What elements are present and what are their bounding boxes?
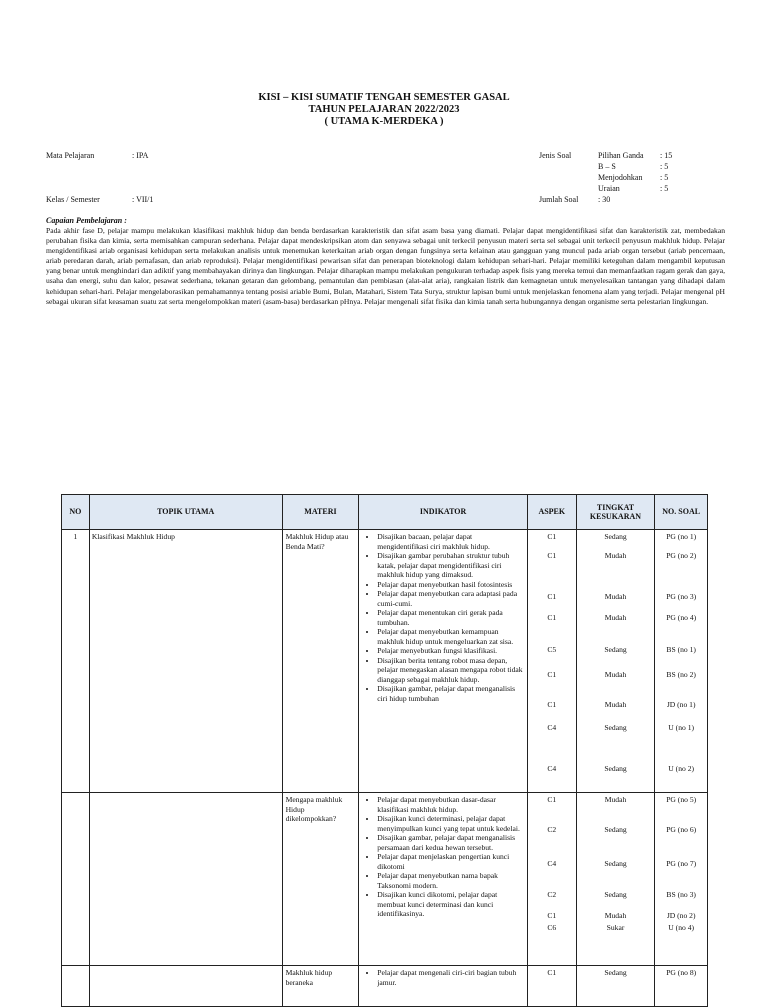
aspek-value: C1	[547, 670, 557, 679]
doc-title-line1: KISI – KISI SUMATIF TENGAH SEMESTER GASAL	[258, 92, 510, 103]
indikator-item: • Pelajar dapat menyebutkan dasar-dasar klasifikasi makhluk hidup.	[377, 795, 524, 814]
doc-title-line2: TAHUN PELAJARAN 2022/2023	[308, 104, 460, 115]
cell-tingkat	[576, 530, 655, 793]
jumlah-soal-value: : 30	[598, 195, 611, 204]
cell-indikator	[359, 793, 528, 966]
tingkat-value: Sedang	[604, 825, 627, 834]
tingkat-value: Sedang	[604, 723, 627, 732]
tingkat-value: Sedang	[604, 890, 627, 899]
indikator-item: • Pelajar dapat menjelaskan pengertian kunci dikotomi	[377, 852, 524, 871]
indikator-list	[363, 968, 524, 987]
table-body	[62, 530, 708, 1007]
cell-tingkat	[576, 966, 655, 1007]
cell-materi: Makhluk hidup beraneka	[282, 966, 359, 1007]
cell-topik	[89, 966, 282, 1007]
tingkat-value: Sedang	[604, 532, 627, 541]
nosoal-value: BS (no 1)	[666, 645, 696, 654]
tingkat-value: Sukar	[606, 923, 625, 932]
cell-nosoal	[655, 966, 708, 1007]
tingkat-value: Mudah	[604, 551, 627, 560]
jenis-item-pg-value: : 15	[660, 151, 673, 160]
indikator-item: • Disajikan kunci determinasi, pelajar dapat menyimpulkan kunci yang tepat untuk kedelai.	[377, 814, 524, 833]
indikator-item: • Disajikan gambar perubahan struktur tubuh katak, pelajar dapat mengidentifikasi ciri makhluk hidup yang dimaksud.	[377, 551, 524, 580]
cell-materi: Mengapa makhluk Hidup dikelompokkan?	[282, 793, 359, 966]
cell-no	[62, 966, 90, 1007]
nosoal-value: BS (no 2)	[666, 670, 696, 679]
cell-aspek	[527, 530, 576, 793]
aspek-value: C4	[547, 764, 557, 773]
indikator-item: • Disajikan bacaan, pelajar dapat mengidentifikasi ciri makhluk hidup.	[377, 532, 524, 551]
jenis-item-jd-value: : 5	[660, 173, 669, 182]
nosoal-value: PG (no 2)	[666, 551, 697, 560]
nosoal-value: PG (no 4)	[666, 613, 697, 622]
tingkat-value: Mudah	[604, 613, 627, 622]
indikator-item: • Disajikan kunci dikotomi, pelajar dapat membuat kunci determinasi dan kunci identifikasinya.	[377, 890, 524, 919]
tingkat-value: Sedang	[604, 764, 627, 773]
kisi-table	[61, 494, 708, 1007]
indikator-item: • Pelajar dapat menyebutkan nama bapak Taksonomi modern.	[377, 871, 524, 890]
nosoal-value: U (no 2)	[668, 764, 695, 773]
header-aspek: ASPEK	[527, 495, 576, 530]
cell-nosoal	[655, 530, 708, 793]
header-nosoal: NO. SOAL	[655, 495, 708, 530]
nosoal-value: PG (no 5)	[666, 795, 697, 804]
nosoal-value: U (no 1)	[668, 723, 695, 732]
indikator-item: • Disajikan berita tentang robot masa depan, pelajar menegaskan alasan mengapa robot tidak dianggap sebagai makhluk hidup.	[377, 656, 524, 685]
jenis-item-bs-value: : 5	[660, 162, 669, 171]
nosoal-value: PG (no 7)	[666, 859, 697, 868]
indikator-item: • Disajikan gambar, pelajar dapat menganalisis persamaan dari kedua hewan tersebut.	[377, 833, 524, 852]
tingkat-value: Mudah	[604, 700, 627, 709]
cell-materi: Makhluk Hidup atau Benda Mati?	[282, 530, 359, 793]
indikator-item: • Pelajar dapat mengenali ciri-ciri bagian tubuh jamur.	[377, 968, 524, 987]
tingkat-value: Sedang	[604, 645, 627, 654]
cell-tingkat	[576, 793, 655, 966]
indikator-item: • Disajikan gambar, pelajar dapat menganalisis ciri hidup tumbuhan	[377, 684, 524, 703]
aspek-value: C1	[547, 795, 557, 804]
jenis-item-bs-label: B – S	[598, 162, 616, 171]
cell-topik	[89, 793, 282, 966]
nosoal-value: JD (no 2)	[666, 911, 696, 920]
aspek-value: C4	[547, 723, 557, 732]
header-tingkat: TINGKAT KESUKARAN	[576, 495, 655, 530]
nosoal-value: PG (no 8)	[666, 968, 697, 977]
indikator-list	[363, 795, 524, 919]
table-row	[62, 793, 708, 966]
cell-indikator	[359, 966, 528, 1007]
nosoal-value: PG (no 6)	[666, 825, 697, 834]
header-topik: TOPIK UTAMA	[89, 495, 282, 530]
tingkat-value: Mudah	[604, 670, 627, 679]
tingkat-value: Mudah	[604, 592, 627, 601]
jenis-soal-label: Jenis Soal	[539, 151, 572, 160]
mapel-value: : IPA	[132, 151, 149, 160]
doc-title-line3: ( UTAMA K-MERDEKA )	[324, 116, 444, 127]
aspek-value: C6	[547, 923, 557, 932]
cell-topik: Klasifikasi Makhluk Hidup	[89, 530, 282, 793]
kelas-label: Kelas / Semester	[46, 195, 100, 204]
nosoal-value: JD (no 1)	[666, 700, 696, 709]
indikator-list	[363, 532, 524, 703]
aspek-value: C1	[547, 613, 557, 622]
aspek-value: C1	[547, 551, 557, 560]
nosoal-value: PG (no 1)	[666, 532, 697, 541]
aspek-value: C2	[547, 825, 557, 834]
header-no: NO	[62, 495, 90, 530]
header-indikator: INDIKATOR	[359, 495, 528, 530]
tingkat-value: Mudah	[604, 911, 627, 920]
aspek-value: C4	[547, 859, 557, 868]
nosoal-value: U (no 4)	[668, 923, 695, 932]
nosoal-value: PG (no 3)	[666, 592, 697, 601]
capaian-text: Pada akhir fase D, pelajar mampu melakukan klasifikasi makhluk hidup dan benda berdasarkan karakteristik dan sifat asam basa yang diamati. Pelajar dapat mengidentifikasi sifat dan karakteristik zat, membedakan perubahan fisika dan kimia, serta memisahkan campuran sederhana. Pelajar dapat mendeskripsikan atom dan senyawa sebagai unit terkecil penyusun materi serta sel sebagai unit terkecil penyusun makhluk hidup. Pelajar mengidentifikasi ariab organisasi kehidupan serta melakukan analisis untuk menemukan keterkaitan ariab organ dengan fungsinya serta kelainan atau gangguan yang muncul pada ariab organ tersebut (ariab pencernaan, ariab peredaran darah, ariab pernafasan, dan ariab reproduksi). Pelajar mengidentifikasi pewarisan sifat dan penerapan bioteknologi dalam kehidupan sehari-hari. Pelajar memiliki keteguhan dalam mengambil keputusan yang benar untuk menghindari dan adiktif yang membahayakan dirinya dan lingkungan. Pelajar diharapkan mampu melakukan pengukuran terhadap aspek fisis yang mereka temui dan memanfaatkan ragam gerak dan gaya, usaha dan energi, suhu dan kalor, pesawat sederhana, tekanan getaran dan gelombang, pemantulan dan pembiasan (alat-alat aria), rangkaian listrik dan kemagnetan untuk menyelesaikan tantangan yang dihadapi dalam kehidupan sehari-hari. Pelajar mengelaborasikan pemahamannya tentang posisi ariable Bumi, Bulan, Matahari, Sistem Tata Surya, struktur lapisan bumi untuk menjelaskan fenomena alam yang terjadi. Pelajar mengenal pH sebagai ukuran sifat keasaman suatu zat serta mengelompokkan materi (asam-basa) berdasarkan pHnya. Pelajar mengenali sifat fisika dan kimia tanah serta hubungannya dengan organisme serta pelestarian lingkungan.	[46, 226, 725, 306]
mapel-label: Mata Pelajaran	[46, 151, 95, 160]
cell-no	[62, 793, 90, 966]
cell-aspek	[527, 966, 576, 1007]
cell-aspek	[527, 793, 576, 966]
table-header-row	[62, 495, 708, 530]
table-row	[62, 530, 708, 793]
aspek-value: C2	[547, 890, 557, 899]
tingkat-value: Mudah	[604, 795, 627, 804]
aspek-value: C5	[547, 645, 557, 654]
jenis-item-pg-label: Pilihan Ganda	[598, 151, 644, 160]
aspek-value: C1	[547, 968, 557, 977]
jenis-item-jd-label: Menjodohkan	[598, 173, 643, 182]
aspek-value: C1	[547, 592, 557, 601]
indikator-item: • Pelajar menyebutkan fungsi klasifikasi.	[377, 646, 524, 656]
indikator-item: • Pelajar dapat menyebutkan kemampuan makhluk hidup untuk mengeluarkan zat sisa.	[377, 627, 524, 646]
indikator-item: • Pelajar dapat menyebutkan hasil fotosintesis	[377, 580, 524, 590]
cell-indikator	[359, 530, 528, 793]
table-row	[62, 966, 708, 1007]
cell-no: 1	[62, 530, 90, 793]
indikator-item: • Pelajar dapat menyebutkan cara adaptasi pada cumi-cumi.	[377, 589, 524, 608]
nosoal-value: BS (no 3)	[666, 890, 696, 899]
jenis-item-u-value: : 5	[660, 184, 669, 193]
capaian-label: Capaian Pembelajaran :	[46, 216, 127, 225]
jenis-item-u-label: Uraian	[598, 184, 620, 193]
kelas-value: : VII/1	[132, 195, 154, 204]
indikator-item: • Pelajar dapat menentukan ciri gerak pada tumbuhan.	[377, 608, 524, 627]
tingkat-value: Sedang	[604, 859, 627, 868]
jumlah-soal-label: Jumlah Soal	[539, 195, 579, 204]
aspek-value: C1	[547, 700, 557, 709]
tingkat-value: Sedang	[604, 968, 627, 977]
aspek-value: C1	[547, 532, 557, 541]
header-materi: MATERI	[282, 495, 359, 530]
aspek-value: C1	[547, 911, 557, 920]
cell-nosoal	[655, 793, 708, 966]
